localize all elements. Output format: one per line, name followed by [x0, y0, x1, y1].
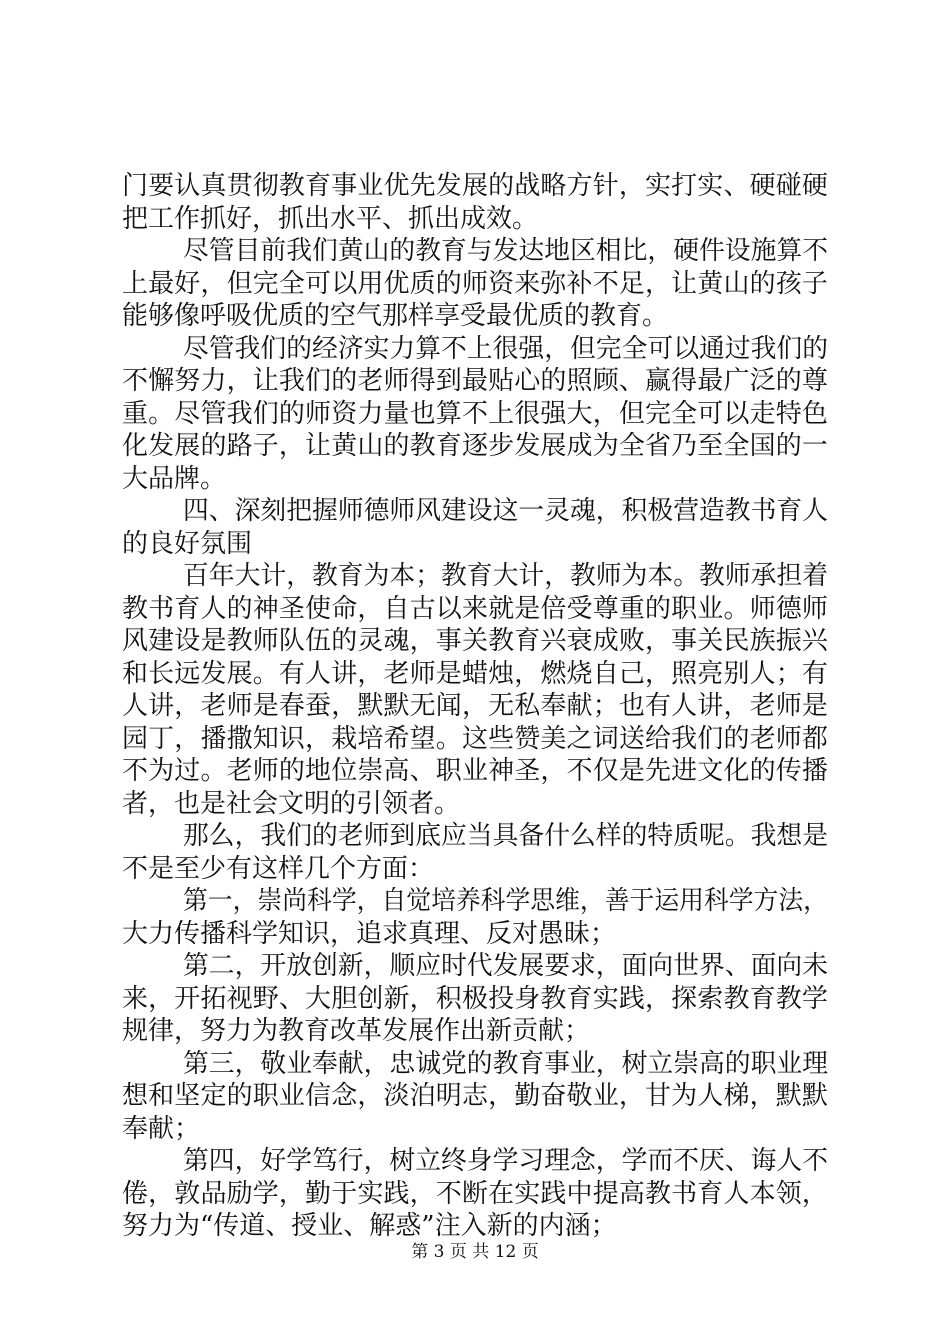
- text-line-content: 尽管我们的经济实力算不上很强，但完全可以通过我们的: [183, 333, 829, 364]
- text-line-content: 的良好氛围: [122, 528, 253, 559]
- text-line: [0, 917, 950, 951]
- text-line-content: 四、深刻把握师德师风建设这一灵魂，积极营造教书育人: [183, 496, 829, 526]
- text-line-content: 不懈努力，让我们的老师得到最贴心的照顾、赢得最广泛的尊: [122, 366, 829, 396]
- text-line: [0, 982, 950, 1016]
- text-line-content: 第四，好学笃行，树立终身学习理念，学而不厌、诲人不: [183, 1146, 829, 1176]
- text-line-content: 想和坚定的职业信念，淡泊明志，勤奋敬业，甘为人梯，默默: [122, 1081, 829, 1111]
- text-line-content: 百年大计，教育为本；教育大计，教师为本。教师承担着: [183, 561, 829, 591]
- text-line: [0, 299, 950, 333]
- text-line: [0, 462, 950, 496]
- text-line: [0, 754, 950, 788]
- text-line: [0, 527, 950, 561]
- text-line: [0, 202, 950, 236]
- text-line: [0, 1079, 950, 1113]
- text-line: [0, 397, 950, 431]
- text-line: [0, 884, 950, 918]
- page-footer: 第 3 页 共 12 页: [411, 1242, 539, 1262]
- text-line-content: 来，开拓视野、大胆创新，积极投身教育实践，探索教育教学: [122, 983, 829, 1014]
- text-line-content: 奉献；: [122, 1113, 201, 1144]
- text-line-content: 化发展的路子，让黄山的教育逐步发展成为全省乃至全国的一: [122, 431, 829, 461]
- text-line: [0, 332, 950, 366]
- text-line: [0, 234, 950, 268]
- text-line-content: 门要认真贯彻教育事业优先发展的战略方针，实打实、硬碰硬: [122, 171, 829, 201]
- text-line: [0, 852, 950, 886]
- text-line: [0, 1209, 950, 1243]
- text-line-content: 尽管目前我们黄山的教育与发达地区相比，硬件设施算不: [183, 236, 829, 266]
- text-line: [0, 949, 950, 983]
- text-line: [0, 819, 950, 853]
- text-line-content: 风建设是教师队伍的灵魂，事关教育兴衰成败，事关民族振兴: [122, 626, 829, 656]
- text-line: [0, 169, 950, 203]
- text-line: [0, 494, 950, 528]
- text-line-content: 上最好，但完全可以用优质的师资来弥补不足，让黄山的孩子: [122, 268, 829, 299]
- text-line: [0, 364, 950, 398]
- text-line: [0, 787, 950, 821]
- text-line: [0, 267, 950, 301]
- text-line: [0, 722, 950, 756]
- text-line-content: 不是至少有这样几个方面：: [122, 853, 435, 884]
- text-line: [0, 1177, 950, 1211]
- text-line-content: 第三，敬业奉献，忠诚党的教育事业，树立崇高的职业理: [183, 1048, 829, 1079]
- text-line: [0, 1112, 950, 1146]
- text-line-content: 人讲，老师是春蚕，默默无闻，无私奉献；也有人讲，老师是: [122, 691, 829, 721]
- text-line-content: 规律，努力为教育改革发展作出新贡献；: [122, 1016, 591, 1046]
- text-line: [0, 689, 950, 723]
- text-line-content: 大品牌。: [122, 463, 227, 494]
- text-line: [0, 592, 950, 626]
- text-line: [0, 657, 950, 691]
- text-line: [0, 559, 950, 593]
- text-line-content: 不为过。老师的地位崇高、职业神圣，不仅是先进文化的传播: [122, 756, 829, 786]
- text-line: [0, 1144, 950, 1178]
- text-line-content: 大力传播科学知识，追求真理、反对愚昧；: [122, 918, 617, 949]
- text-line: [0, 1047, 950, 1081]
- text-line: [0, 624, 950, 658]
- text-line-content: 努力为“传道、授业、解惑”注入新的内涵；: [122, 1211, 617, 1241]
- text-line-content: 者，也是社会文明的引领者。: [122, 788, 461, 819]
- text-line-content: 和长远发展。有人讲，老师是蜡烛，燃烧自己，照亮别人；有: [122, 658, 829, 689]
- text-line-content: 倦，敦品励学，勤于实践，不断在实践中提高教书育人本领，: [122, 1178, 829, 1209]
- text-line-content: 第二，开放创新，顺应时代发展要求，面向世界、面向未: [183, 951, 829, 981]
- text-line: [0, 1014, 950, 1048]
- text-line-content: 园丁，播撒知识，栽培希望。这些赞美之词送给我们的老师都: [122, 723, 829, 754]
- text-line-content: 能够像呼吸优质的空气那样享受最优质的教育。: [122, 301, 669, 331]
- text-line-content: 第一，崇尚科学，自觉培养科学思维，善于运用科学方法，: [183, 886, 828, 916]
- text-line-content: 教书育人的神圣使命，自古以来就是倍受尊重的职业。师德师: [122, 593, 829, 624]
- text-line-content: 那么，我们的老师到底应当具备什么样的特质呢。我想是: [183, 821, 829, 851]
- text-line-content: 把工作抓好，抓出水平、抓出成效。: [122, 203, 539, 234]
- text-line: [0, 429, 950, 463]
- text-line-content: 重。尽管我们的师资力量也算不上很强大，但完全可以走特色: [122, 398, 829, 429]
